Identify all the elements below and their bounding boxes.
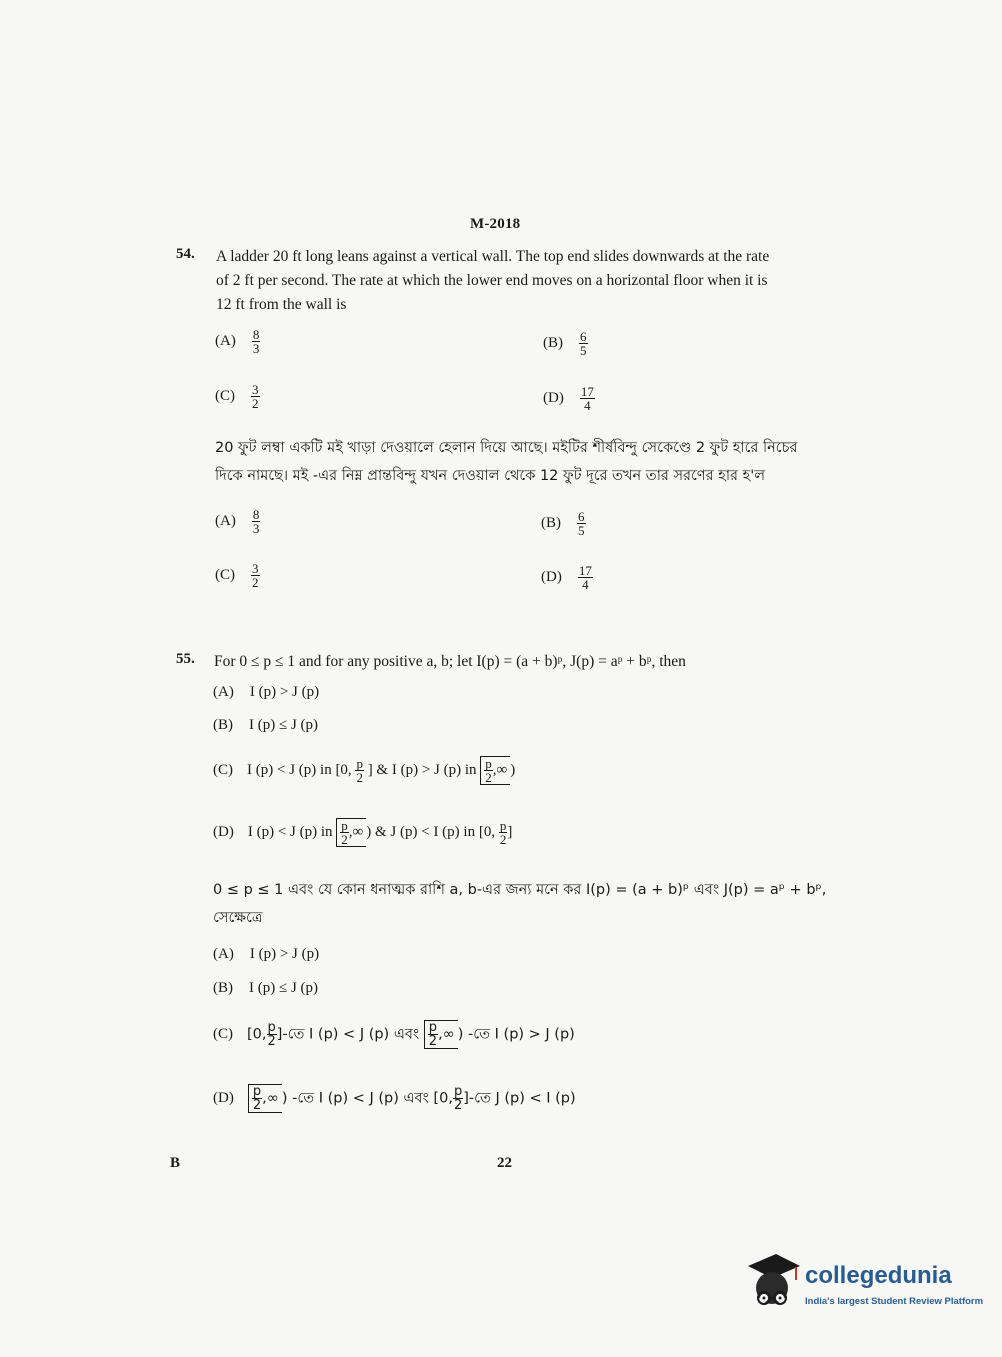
q55-option-d[interactable] — [213, 818, 512, 847]
fraction: $\frac{8}{3}$ — [252, 507, 260, 536]
option-label: (A) — [213, 946, 234, 962]
fraction: $\frac{p}{2}$ — [356, 756, 363, 785]
fraction: $\frac{6}{5}$ — [578, 509, 585, 538]
option-text: I (p) < J (p) in [0, $\frac{p}{2}$ ] & I (p) > J (p) in $\frac{p}{2}$ ,∞ ) — [247, 756, 516, 785]
option-text: I (p) < J (p) in $\frac{p}{2}$ ,∞ ) & J (p) < I (p) in [0, $\frac{p}{2}$ ] — [247, 818, 513, 847]
question-55-number: 55. — [176, 651, 195, 667]
interval-bracket: $\frac{p}{2}$ ,∞ — [424, 1020, 458, 1049]
option-label: (A) — [213, 684, 234, 700]
q55-bn-option-a[interactable] — [213, 946, 319, 963]
option-label: (C) — [215, 388, 235, 404]
q54-bn-option-b[interactable] — [541, 510, 586, 537]
q54-option-b[interactable] — [543, 330, 588, 357]
brand-tagline: India's largest Student Review Platform — [805, 1296, 984, 1307]
option-label: (B) — [543, 335, 563, 351]
option-text: I (p) ≤ J (p) — [249, 980, 319, 996]
option-text: [0, $\frac{p}{2}$ ]-তে I (p) < J (p) এবং $\frac{p}{2}$ ,∞ ) -তে I (p) > J (p) — [247, 1020, 575, 1049]
q54-bn-option-a[interactable] — [215, 508, 260, 535]
q54-option-c[interactable] — [215, 383, 260, 410]
q55-option-b[interactable] — [213, 717, 318, 734]
fraction: $\frac{p}{2}$ — [453, 1084, 463, 1113]
question-55-text-en: For 0 ≤ p ≤ 1 and for any positive a, b; let I(p) = (a + b)ᵖ, J(p) = aᵖ + bᵖ, then — [214, 653, 686, 670]
q55-option-a[interactable] — [213, 684, 319, 701]
q54-line-1: A ladder 20 ft long leans against a vertical wall. The top end slides downwards at the rate — [216, 248, 770, 265]
option-label: (A) — [215, 333, 236, 349]
option-label: (B) — [213, 717, 233, 733]
question-54-text-en — [216, 245, 856, 317]
option-text: I (p) > J (p) — [249, 684, 320, 700]
option-label: (C) — [213, 762, 233, 778]
q55-bn-option-b[interactable] — [213, 980, 318, 997]
option-label: (A) — [215, 513, 236, 529]
option-label: (B) — [541, 515, 561, 531]
q54-option-d[interactable] — [543, 385, 595, 412]
option-text: I (p) ≤ J (p) — [249, 717, 319, 733]
fraction: $\frac{p}{2}$ — [267, 1020, 276, 1049]
q54-bn-option-c[interactable] — [215, 562, 260, 589]
option-label: (D) — [543, 390, 564, 406]
booklet-letter: B — [170, 1155, 181, 1171]
option-label: (C) — [215, 567, 235, 583]
q54-bn-line-1: 20 ফুট লম্বা একটি মই খাড়া দেওয়ালে হেলান দিয়ে আছে। মইটির শীর্ষবিন্দু সেকেণ্ডে 2 ফুট হারে নিচের — [215, 440, 798, 456]
q54-line-2: of 2 ft per second. The rate at which the lower end moves on a horizontal floor when it is — [216, 272, 768, 289]
interval-bracket: $\frac{p}{2}$ ,∞ — [480, 756, 510, 785]
option-label: (C) — [213, 1026, 233, 1042]
fraction: $\frac{3}{2}$ — [252, 382, 259, 411]
option-label: (B) — [213, 980, 233, 996]
q55-bn-line-2: সেক্ষেত্রে — [213, 910, 263, 926]
fraction: $\frac{17}{4}$ — [578, 563, 592, 592]
fraction: $\frac{6}{5}$ — [580, 329, 587, 358]
q54-bn-option-d[interactable] — [541, 564, 593, 591]
page-number: 22 — [497, 1155, 512, 1171]
fraction: $\frac{17}{4}$ — [580, 384, 594, 413]
brand-name: collegedunia — [805, 1262, 952, 1289]
fraction: $\frac{3}{2}$ — [252, 561, 259, 590]
q54-line-3: 12 ft from the wall is — [216, 296, 347, 313]
question-55-text-bn — [213, 876, 853, 932]
option-label: (D) — [213, 1090, 234, 1106]
interval-bracket: $\frac{p}{2}$ ,∞ — [336, 818, 366, 847]
option-text: I (p) > J (p) — [249, 946, 320, 962]
q54-bn-line-2: দিকে নামছে। মই -এর নিম্ন প্রান্তবিন্দু যখন দেওয়াল থেকে 12 ফুট দূরে তখন তার সরণের হার হ'ল — [215, 468, 766, 484]
fraction: $\frac{8}{3}$ — [252, 327, 260, 356]
brand-mascot-icon — [742, 1252, 802, 1316]
option-label: (D) — [213, 824, 234, 840]
q55-bn-line-1: 0 ≤ p ≤ 1 এবং যে কোন ধনাত্মক রাশি a, b-এর জন্য মনে কর I(p) = (a + b)ᵖ এবং J(p) = aᵖ + bᵖ, — [213, 882, 827, 898]
question-54-text-bn — [215, 434, 855, 490]
option-label: (D) — [541, 569, 562, 585]
q55-bn-option-d[interactable] — [213, 1084, 576, 1113]
option-text: $\frac{p}{2}$ ,∞ ) -তে I (p) < J (p) এবং [0, $\frac{p}{2}$ ]-তে J (p) < I (p) — [248, 1084, 576, 1113]
q55-bn-option-c[interactable] — [213, 1020, 575, 1049]
fraction: $\frac{p}{2}$ — [499, 818, 507, 847]
question-54-number: 54. — [176, 246, 195, 262]
q55-option-c[interactable] — [213, 756, 515, 785]
q54-option-a[interactable] — [215, 328, 260, 355]
exam-code: M-2018 — [470, 216, 521, 232]
interval-bracket: $\frac{p}{2}$ ,∞ — [248, 1084, 282, 1113]
